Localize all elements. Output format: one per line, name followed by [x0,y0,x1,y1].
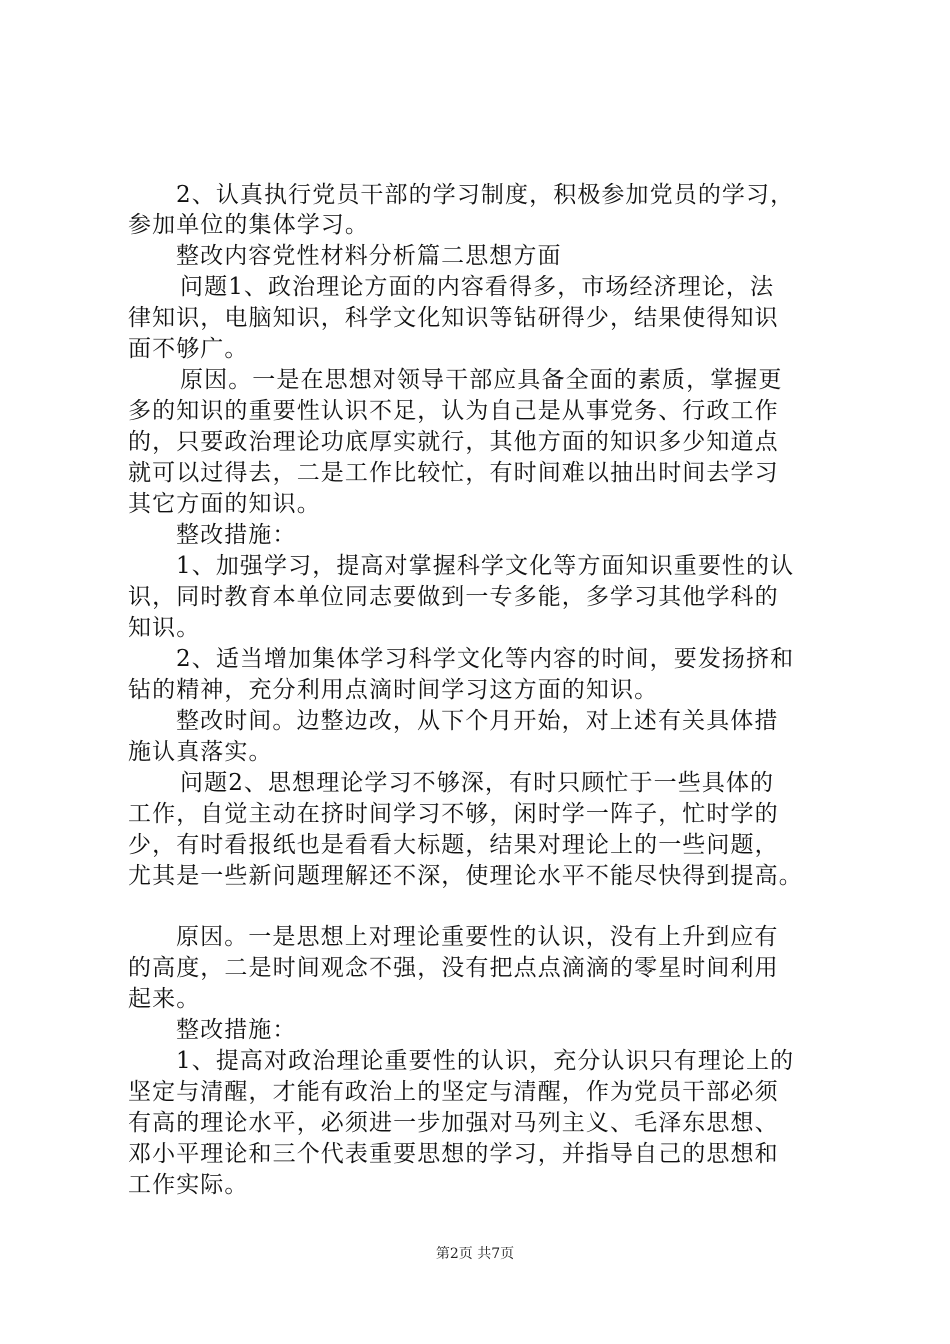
text-line-15: 知识。 [128,615,201,641]
text-line-10: 就可以过得去，二是工作比较忙，有时间难以抽出时间去学习 [128,460,779,486]
text-line-24: 原因。一是思想上对理论重要性的认识，没有上升到应有 [176,924,779,950]
text-line-11: 其它方面的知识。 [128,491,321,517]
text-line-22: 少，有时看报纸也是看看大标题，结果对理论上的一些问题， [128,832,779,858]
text-line-2: 参加单位的集体学习。 [128,212,369,238]
text-line-5: 律知识，电脑知识，科学文化知识等钻研得少，结果使得知识 [128,305,779,331]
text-line-20: 问题2、思想理论学习不够深，有时只顾忙于一些具体的 [180,770,775,796]
text-line-28: 1、提高对政治理论重要性的认识，充分认识只有理论上的 [176,1048,795,1074]
text-line-26: 起来。 [128,986,201,1012]
text-line-6: 面不够广。 [128,336,249,362]
text-line-21: 工作，自觉主动在挤时间学习不够，闲时学一阵子，忙时学的 [128,801,779,827]
text-line-9: 的，只要政治理论功底厚实就行，其他方面的知识多少知道点 [128,429,779,455]
text-line-8: 多的知识的重要性认识不足，认为自己是从事党务、行政工作 [128,398,779,424]
text-line-19: 施认真落实。 [128,739,273,765]
text-line-32: 工作实际。 [128,1172,249,1198]
text-line-30: 有高的理论水平，必须进一步加强对马列主义、毛泽东思想、 [128,1110,779,1136]
text-line-1: 2、认真执行党员干部的学习制度，积极参加党员的学习， [176,182,795,208]
page-number-footer: 第2页 共7页 [435,1246,515,1262]
text-line-13: 1、加强学习，提高对掌握科学文化等方面知识重要性的认 [176,553,795,579]
text-line-4: 问题1、政治理论方面的内容看得多，市场经济理论，法 [180,274,775,300]
text-line-18: 整改时间。边整边改，从下个月开始，对上述有关具体措 [176,708,779,734]
text-line-12: 整改措施： [176,522,297,548]
text-line-7: 原因。一是在思想对领导干部应具备全面的素质，掌握更 [180,367,783,393]
text-line-3: 整改内容党性材料分析篇二思想方面 [176,243,562,269]
text-line-25: 的高度，二是时间观念不强，没有把点点滴滴的零星时间利用 [128,955,779,981]
text-line-29: 坚定与清醒，才能有政治上的坚定与清醒，作为党员干部必须 [128,1079,779,1105]
text-line-14: 识，同时教育本单位同志要做到一专多能，多学习其他学科的 [128,584,779,610]
text-line-27: 整改措施： [176,1017,297,1043]
text-line-23: 尤其是一些新问题理解还不深，使理论水平不能尽快得到提高。 [128,863,803,889]
text-line-31: 邓小平理论和三个代表重要思想的学习，并指导自己的思想和 [128,1141,779,1167]
text-line-16: 2、适当增加集体学习科学文化等内容的时间，要发扬挤和 [176,646,795,672]
text-line-17: 钻的精神，充分利用点滴时间学习这方面的知识。 [128,677,659,703]
